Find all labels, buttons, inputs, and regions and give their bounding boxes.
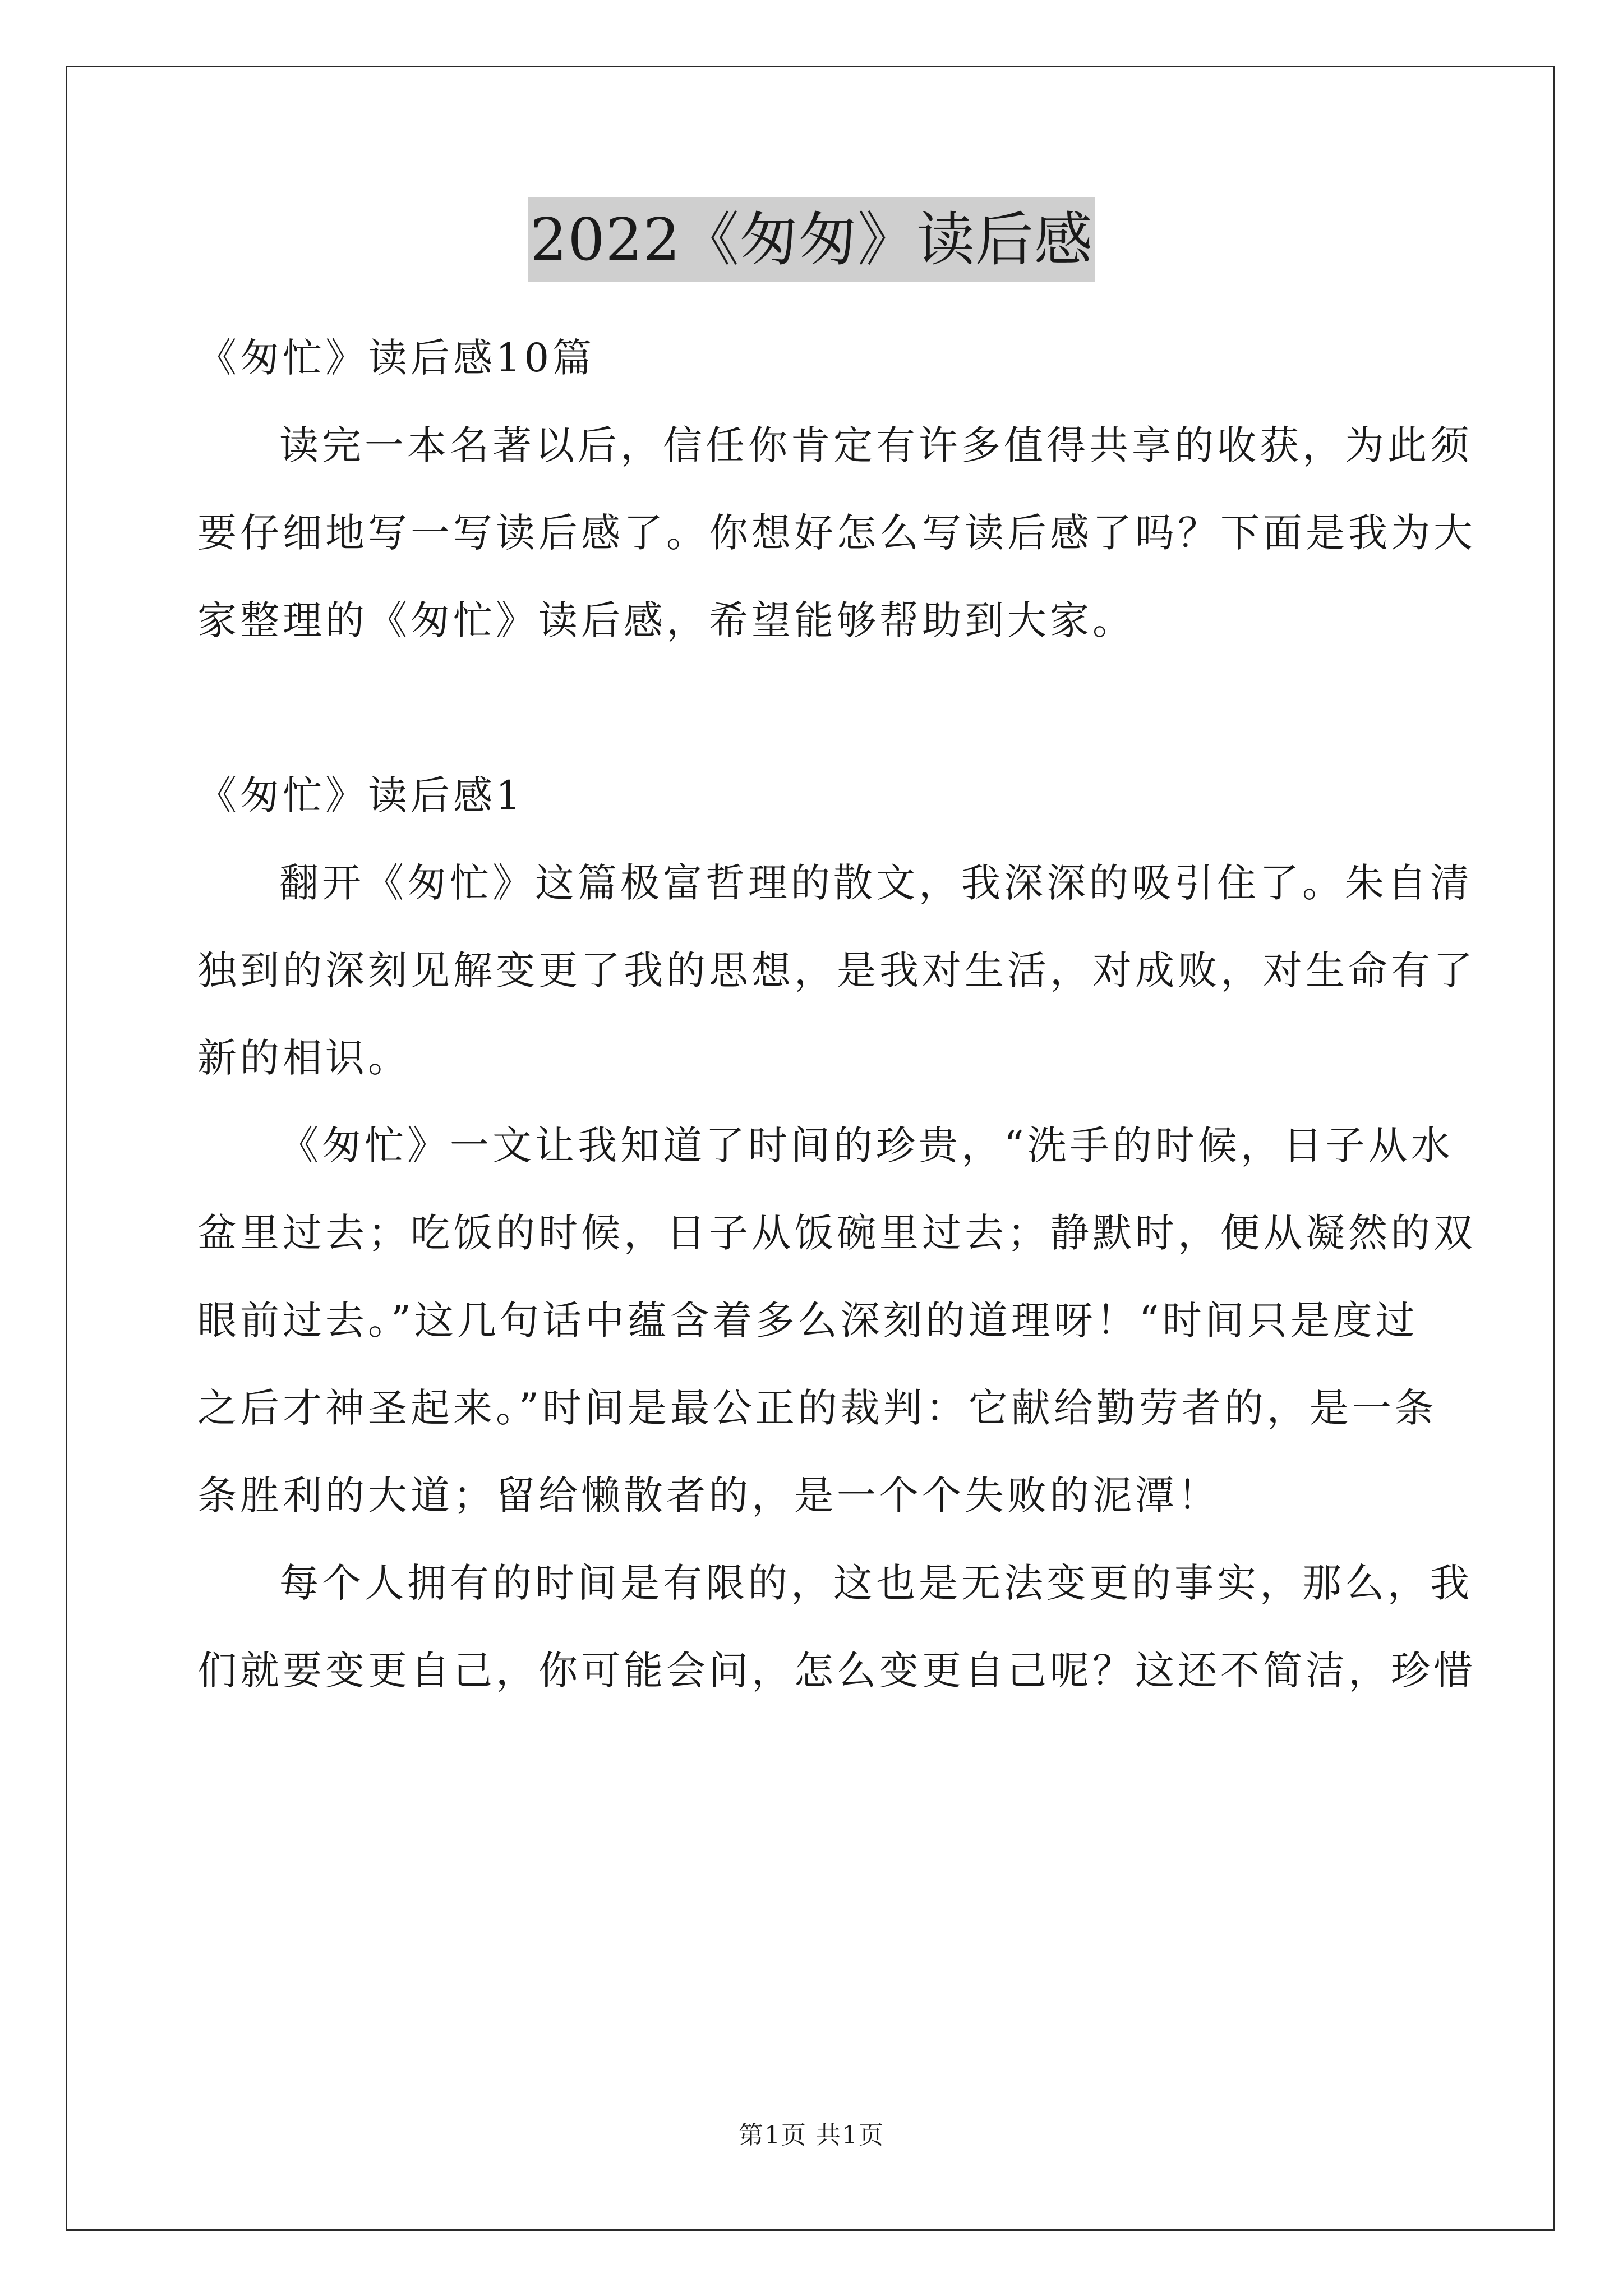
intro-paragraph-line: 家整理的《匆忙》读后感，希望能够帮助到大家。 (197, 597, 1135, 643)
blank-line (197, 664, 1431, 752)
subtitle-line: 《匆忙》读后感10篇 (197, 335, 596, 381)
paragraph-line: 《匆忙》一文让我知道了时间的珍贵，“洗手的时候，日子从水 (279, 1122, 1454, 1168)
paragraph-line: 新的相识。 (197, 1035, 411, 1081)
paragraph-line: 盆里过去；吃饭的时候，日子从饭碗里过去；静默时，便从凝然的双 (197, 1210, 1476, 1256)
section-heading: 《匆忙》读后感1 (197, 772, 524, 818)
paragraph-line: 翻开《匆忙》这篇极富哲理的散文，我深深的吸引住了。朱自清 (279, 860, 1473, 906)
title-container (0, 197, 1623, 282)
document-title: 2022《匆匆》读后感 (528, 197, 1095, 282)
document-body (197, 314, 1476, 1714)
paragraph-line: 条胜利的大道；留给懒散者的，是一个个失败的泥潭！ (197, 1473, 1220, 1519)
paragraph-line: 每个人拥有的时间是有限的，这也是无法变更的事实，那么，我 (279, 1560, 1473, 1606)
paragraph-line: 眼前过去。”这几句话中蕴含着多么深刻的道理呀！“时间只是度过 (197, 1297, 1418, 1343)
paragraph-line: 之后才神圣起来。”时间是最公正的裁判：它献给勤劳者的，是一条 (197, 1385, 1437, 1431)
paragraph-line: 独到的深刻见解变更了我的思想，是我对生活，对成败，对生命有了 (197, 947, 1476, 993)
intro-paragraph-line: 要仔细地写一写读后感了。你想好怎么写读后感了吗？下面是我为大 (197, 510, 1476, 556)
page-footer: 第1页 共1页 (739, 2121, 884, 2150)
intro-paragraph-line: 读完一本名著以后，信任你肯定有许多值得共享的收获，为此须 (279, 422, 1473, 468)
paragraph-line: 们就要变更自己，你可能会问，怎么变更自己呢？这还不简洁，珍惜 (197, 1648, 1476, 1694)
